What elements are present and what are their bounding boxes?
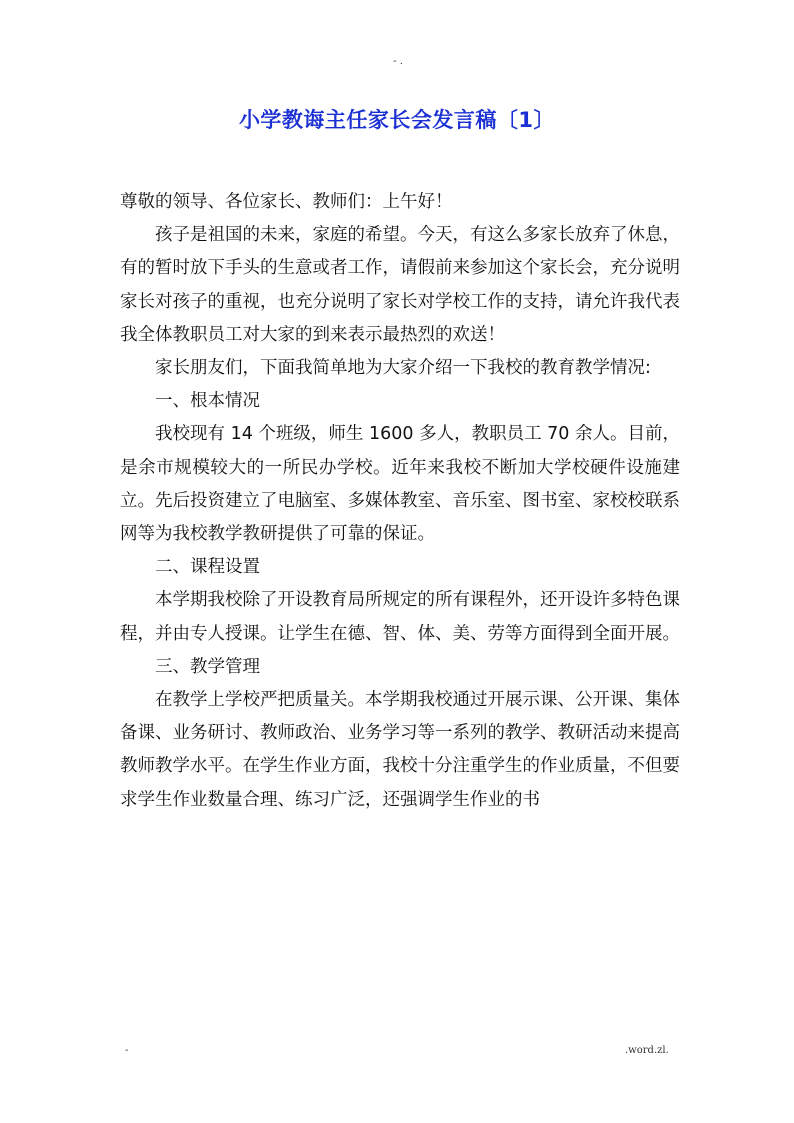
footer-left-mark: - <box>125 1045 129 1056</box>
document-title: 小学教诲主任家长会发言稿〔1〕 <box>238 108 556 132</box>
header-mark: - . <box>393 56 403 67</box>
footer-watermark: .word.zl. <box>625 1045 669 1056</box>
section-heading: 二、课程设置 <box>155 557 260 578</box>
section-heading: 三、教学管理 <box>155 656 260 677</box>
body-paragraph: 我校现有 14 个班级，师生 1600 多人，教职员工 70 余人。目前，是余市规模较大的一所民办学校。近年来我校不断加大学校硬件设施建立。先后投资建立了电脑室、多媒体教室、音乐室、图书室、家校校联系网等为我校教学教研提供了可靠的保证。 <box>120 424 680 545</box>
body-paragraph: 在教学上学校严把质量关。本学期我校通过开展示课、公开课、集体备课、业务研讨、教师政治、业务学习等一系列的教学、教研活动来提高教师教学水平。在学生作业方面，我校十分注重学生的作业质量，不但要求学生作业数量合理、练习广泛，还强调学生作业的书 <box>120 690 680 810</box>
body-paragraph: 本学期我校除了开设教育局所规定的所有课程外，还开设许多特色课程，并由专人授课。让学生在德、智、体、美、劳等方面得到全面开展。 <box>120 590 680 644</box>
body-paragraph: 家长朋友们，下面我简单地为大家介绍一下我校的教育教学情况: <box>155 358 651 379</box>
document-body <box>120 186 680 817</box>
body-paragraph: 孩子是祖国的未来，家庭的希望。今天，有这么多家长放弃了休息，有的暂时放下手头的生意或者工作，请假前来参加这个家长会，充分说明家长对孩子的重视，也充分说明了家长对学校工作的支持，请允许我代表我全体教职员工对大家的到来表示最热烈的欢送！ <box>120 225 680 345</box>
greeting-paragraph: 尊敬的领导、各位家长、教师们：上午好！ <box>120 192 453 212</box>
section-heading: 一、根本情况 <box>155 391 260 412</box>
